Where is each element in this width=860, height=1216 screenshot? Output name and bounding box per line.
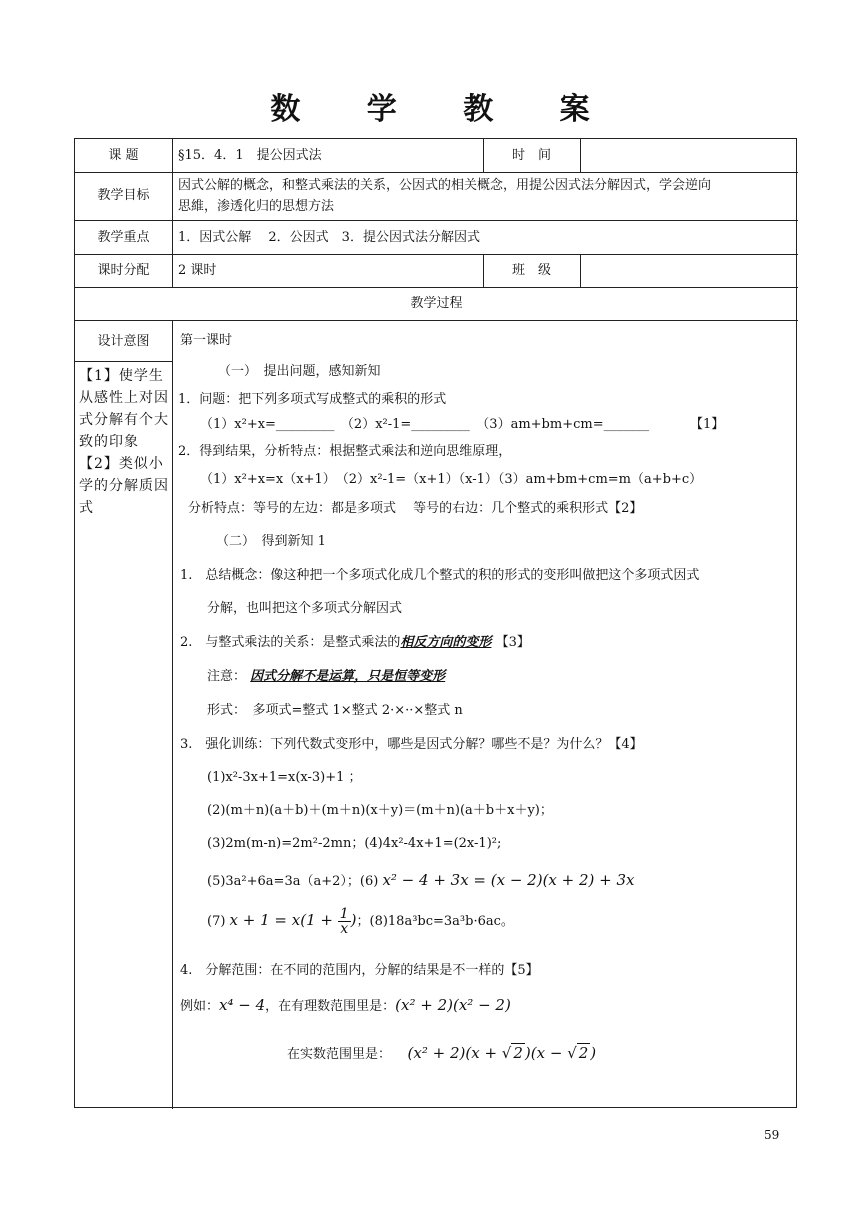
concept-line-2: 分解，也叫把这个多项式分解因式 [207, 601, 403, 616]
question-1-mark: 【1】 [690, 417, 725, 432]
example-rational: 例如：x⁴ − 4，在有理数范围里是：(x² + 2)(x² − 2) [180, 996, 511, 1014]
question-1-items: （1）x²+x=_________ （2）x²-1=_________ （3）am+bm+cm=_______ [200, 417, 650, 432]
goal-line-1: 因式公解的概念，和整式乘法的关系，公因式的相关概念，用提公因式法分解因式，学会逆向 [178, 178, 712, 193]
note-emphasis: 因式分解不是运算，只是恒等变形 [250, 669, 446, 684]
lesson-content [180, 0, 790, 1100]
page-number: 59 [764, 1128, 780, 1142]
focus-value: 1．因式公解 2．公因式 3．提公因式法分解因式 [178, 230, 480, 245]
question-2: 2．得到结果，分析特点：根据整式乘法和逆向思维原理， [178, 444, 512, 459]
time-label: 时 间 [511, 148, 551, 163]
exercise-3-4: (3)2m(m-n)=2m²-2mn；(4)4x²-4x+1=(2x-1)²; [207, 836, 502, 851]
note-line: 注意： 因式分解不是运算，只是恒等变形 [207, 669, 446, 684]
hours-value: 2 课时 [178, 263, 217, 278]
form-line: 形式： 多项式=整式 1×整式 2·×··×整式 n [207, 703, 463, 718]
class-label: 班 级 [511, 263, 551, 278]
concept-line-1: 1. 总结概念：像这种把一个多项式化成几个整式的积的形式的变形叫做把这个多项式因式 [180, 568, 700, 583]
page-title: 数 学 教 案 [270, 92, 618, 127]
question-1: 1．问题：把下列多项式写成整式的乘积的形式 [178, 392, 447, 407]
exercise-5-6: (5)3a²+6a=3a（a+2）；(6) x² − 4 + 3x = (x − 2)(x + 2) + 3x [207, 871, 635, 889]
exercise-2: (2)(m＋n)(a＋b)＋(m＋n)(x＋y)＝(m＋n)(a＋b＋x＋y)； [207, 803, 553, 818]
range-heading: 4. 分解范围：在不同的范围内，分解的结果是不一样的【5】 [180, 963, 539, 978]
example-real: 在实数范围里是： (x² + 2)(x + √ 2 )(x − √ 2 ) [287, 1044, 597, 1062]
section-2-heading: （二） 得到新知 1 [216, 534, 326, 549]
relation-emphasis: 相反方向的变形 [400, 635, 492, 650]
goal-label: 教学目标 [97, 188, 150, 203]
practice-heading: 3. 强化训练：下列代数式变形中，哪些是因式分解？哪些不是？为什么？【4】 [180, 737, 643, 752]
lesson-title: 第一课时 [180, 333, 233, 348]
hours-label: 课时分配 [97, 263, 150, 278]
process-heading: 教学过程 [410, 296, 463, 311]
question-2-analysis: 分析特点：等号的左边：都是多项式 等号的右边：几个整式的乘积形式【2】 [188, 501, 643, 516]
focus-label: 教学重点 [97, 230, 150, 245]
goal-line-2: 思維，渗透化归的思想方法 [178, 199, 335, 214]
design-intent-notes: 【1】使学生从感性上对因式分解有个大致的印象 【2】类似小学的分解质因式 [79, 368, 169, 516]
exercise-7-8: (7) x + 1 = x(1 + $\frac{1}{x}$ )；(8)18a³bc=3a³b·6ac。 [207, 906, 514, 937]
topic-value: §15．4．1 提公因式法 [178, 148, 322, 163]
exercise-1: (1)x²-3x+1=x(x-3)+1 ； [207, 770, 362, 785]
design-label: 设计意图 [97, 334, 150, 349]
question-2-items: （1）x²+x=x（x+1） （2）x²-1=（x+1）（x-1）（3）am+bm+cm=m（a+b+c） [200, 472, 703, 487]
relation-line: 2. 与整式乘法的关系：是整式乘法的相反方向的变形 【3】 [180, 635, 530, 650]
topic-label: 课 题 [108, 148, 139, 163]
section-1-heading: （一） 提出问题，感知新知 [218, 364, 381, 379]
